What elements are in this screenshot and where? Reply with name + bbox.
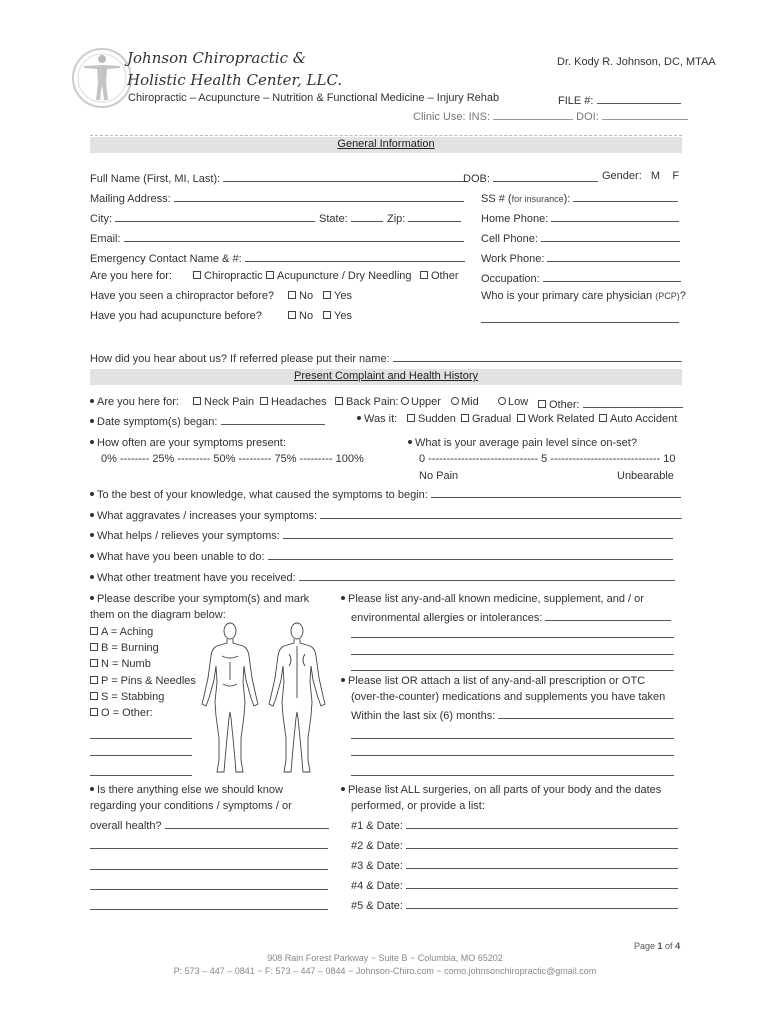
legend-other (90, 707, 153, 719)
checkbox-icon (90, 627, 98, 635)
clinic-logo (70, 46, 134, 110)
page-current: 1 (657, 941, 663, 951)
legend-stabbing (90, 691, 164, 703)
clinic-name-line1: Johnson Chiropractic & (127, 49, 307, 67)
pain-scale[interactable]: 0 ------------------------------ 5 ------------------------------ 10 (419, 453, 676, 465)
doctor-name: Dr. Kody R. Johnson, DC, MTAA (557, 56, 716, 68)
sudden-checkbox[interactable] (407, 413, 456, 425)
chiropractic-checkbox[interactable] (193, 270, 263, 282)
radio-icon (451, 397, 459, 405)
treatment-field[interactable] (90, 569, 675, 584)
checkbox-icon (461, 414, 469, 422)
seen-chiro-yes-checkbox[interactable] (323, 290, 352, 302)
unable-field[interactable] (90, 548, 673, 563)
complaint-here-for (90, 396, 179, 408)
frequency-scale[interactable]: 0% -------- 25% --------- 50% --------- 75% --------- 100% (101, 453, 364, 465)
here-for-label: Are you here for: (90, 270, 172, 282)
footer-address: 908 Rain Forest Parkway ~ Suite B ~ Columbia, MO 65202 (267, 953, 503, 963)
seen-chiropractor-question: Have you seen a chiropractor before? (90, 290, 275, 302)
body-diagram[interactable] (197, 620, 337, 782)
back-pain-checkbox[interactable] (335, 396, 399, 408)
bullet-icon (341, 787, 345, 791)
radio-icon (401, 397, 409, 405)
legend-key: A (101, 626, 108, 638)
email-label: Email: (90, 233, 121, 245)
checkbox-icon (323, 291, 331, 299)
legend-text: = Stabbing (108, 691, 165, 703)
allergies-text-1: Please list any-and-all known medicine, supplement, and / or (348, 593, 644, 605)
checkbox-icon (407, 414, 415, 422)
ss-field[interactable] (481, 190, 678, 205)
general-information-header (90, 137, 682, 153)
bullet-icon (408, 440, 412, 444)
legend-text: = Aching (107, 626, 154, 638)
legend-key: N (101, 658, 109, 670)
checkbox-icon (90, 676, 98, 684)
bullet-icon (90, 419, 94, 423)
checkbox-icon (260, 397, 268, 405)
other-complaint-label: Other: (549, 399, 580, 411)
bullet-icon (90, 513, 94, 517)
anything-else-text-1: Is there anything else we should know (97, 784, 283, 796)
radio-icon (498, 397, 506, 405)
anything-else-line2: regarding your conditions / symptoms / or (90, 800, 292, 812)
full-name-field[interactable] (90, 170, 467, 185)
date-began-label: Date symptom(s) began: (97, 416, 218, 428)
other-label: Other (431, 270, 459, 282)
page-of: of (662, 941, 676, 951)
low-label: Low (508, 396, 529, 408)
yes-label: Yes (334, 310, 352, 322)
surgeries-text-1: Please list ALL surgeries, on all parts of your body and the dates (348, 784, 662, 796)
gender-field[interactable] (602, 170, 679, 182)
sudden-label: Sudden (418, 413, 456, 425)
gradual-label: Gradual (472, 413, 512, 425)
legend-numb (90, 658, 151, 670)
allergies-question-line1 (341, 593, 644, 605)
auto-accident-checkbox[interactable] (599, 413, 677, 425)
pcp-input-line[interactable] (481, 322, 679, 323)
date-began-field[interactable] (90, 413, 325, 428)
work-phone-label: Work Phone: (481, 253, 545, 265)
hear-about-us-field[interactable] (90, 350, 682, 365)
upper-label: Upper (411, 396, 441, 408)
gender-f-option[interactable]: F (672, 170, 680, 182)
body-back-figure[interactable] (269, 623, 325, 772)
mid-radio[interactable] (451, 396, 479, 408)
neck-pain-checkbox[interactable] (193, 396, 254, 408)
otc-field[interactable] (351, 707, 674, 722)
ss-label-end: ): (563, 193, 571, 205)
bullet-icon (357, 416, 361, 420)
was-it-text: Was it: (364, 413, 398, 425)
checkbox-icon (266, 271, 274, 279)
bullet-icon (90, 440, 94, 444)
checkbox-icon (323, 311, 331, 319)
chiropractic-label: Chiropractic (204, 270, 263, 282)
anything-else-line1 (90, 784, 283, 796)
work-related-label: Work Related (528, 413, 595, 425)
hear-about-us-label: How did you hear about us? If referred please put their name: (90, 353, 390, 365)
checkbox-icon (90, 692, 98, 700)
anything-else-line-a[interactable] (90, 848, 328, 849)
city-label: City: (90, 213, 112, 225)
services-line: Chiropractic – Acupuncture – Nutrition & Functional Medicine – Injury Rehab (128, 92, 500, 104)
body-front-figure[interactable] (202, 623, 258, 772)
surgery-2-label: #2 & Date: (351, 840, 403, 852)
describe-symptoms-line2: them on the diagram below: (90, 609, 226, 621)
clinic-name-line2: Holistic Health Center, LLC. (127, 71, 343, 89)
pcp-label: Who is your primary care physician (481, 290, 653, 302)
allergies-line-3[interactable] (351, 670, 674, 671)
pcp-small-label: (PCP) (655, 291, 680, 301)
surgery-1-field[interactable] (351, 817, 678, 832)
allergies-line-2[interactable] (351, 654, 674, 655)
ss-label: SS # ( (481, 193, 512, 205)
work-phone-field[interactable] (481, 250, 680, 265)
aggravates-label: What aggravates / increases your symptoms: (97, 510, 318, 522)
otc-line-3[interactable] (351, 775, 674, 776)
occupation-field[interactable] (481, 270, 681, 285)
surgery-3-field[interactable] (351, 857, 678, 872)
helps-field[interactable] (90, 527, 673, 542)
emergency-contact-label: Emergency Contact Name & #: (90, 253, 242, 265)
legend-key: B (101, 642, 109, 654)
legend-burning (90, 642, 159, 654)
state-label: State: (319, 213, 348, 225)
checkbox-icon (335, 397, 343, 405)
mid-label: Mid (461, 396, 479, 408)
anything-else-line-b[interactable] (90, 869, 328, 870)
allergies-field[interactable] (351, 609, 671, 624)
checkbox-icon (193, 397, 201, 405)
otc-line-1[interactable] (351, 738, 674, 739)
surgery-5-field[interactable] (351, 897, 678, 912)
complaint-history-title: Present Complaint and Health History (293, 370, 479, 382)
cell-phone-label: Cell Phone: (481, 233, 538, 245)
bullet-icon (341, 596, 345, 600)
acupuncture-checkbox[interactable] (266, 270, 412, 282)
pain-level-label: What is your average pain level since on-set? (415, 437, 637, 449)
bullet-icon (90, 596, 94, 600)
bullet-icon (90, 787, 94, 791)
zip-field[interactable] (387, 210, 461, 225)
checkbox-icon (90, 708, 98, 716)
surgery-3-label: #3 & Date: (351, 860, 403, 872)
zip-label: Zip: (387, 213, 406, 225)
other-symptom-line-3[interactable] (90, 775, 192, 776)
surgery-1-label: #1 & Date: (351, 820, 403, 832)
cause-label: To the best of your knowledge, what caused the symptoms to begin: (97, 489, 428, 501)
legend-text: = Pins & Needles (108, 675, 196, 687)
occupation-label: Occupation: (481, 273, 540, 285)
legend-key: P (101, 675, 109, 687)
home-phone-label: Home Phone: (481, 213, 549, 225)
bullet-icon (90, 399, 94, 403)
helps-label: What helps / relieves your symptoms: (97, 530, 280, 542)
full-name-label: Full Name (First, MI, Last): (90, 173, 221, 185)
dob-field[interactable] (463, 170, 598, 185)
bullet-icon (90, 554, 94, 558)
unbearable-label: Unbearable (617, 470, 674, 482)
file-label: FILE #: (558, 95, 594, 107)
pain-level-question (408, 437, 637, 449)
bullet-icon (90, 533, 94, 537)
pcp-label-end: ? (679, 290, 686, 302)
anything-else-text-3: overall health? (90, 820, 162, 832)
surgery-2-field[interactable] (351, 837, 678, 852)
other-reason-checkbox[interactable] (420, 270, 459, 282)
cell-phone-field[interactable] (481, 230, 680, 245)
describe-symptoms-line1 (90, 593, 309, 605)
otc-question-line2: (over-the-counter) medications and supplements you have taken (351, 691, 666, 703)
allergies-line-1[interactable] (351, 637, 674, 638)
legend-pins-needles (90, 675, 196, 687)
other-symptom-line-2[interactable] (90, 755, 192, 756)
mailing-address-label: Mailing Address: (90, 193, 171, 205)
treatment-label: What other treatment have you received: (97, 572, 296, 584)
allergies-text-2: environmental allergies or intolerances: (351, 612, 543, 624)
surgery-4-label: #4 & Date: (351, 880, 403, 892)
yes-label: Yes (334, 290, 352, 302)
dob-label: DOB: (463, 173, 490, 185)
bullet-icon (341, 678, 345, 682)
gradual-checkbox[interactable] (461, 413, 511, 425)
otc-question-line1 (341, 675, 645, 687)
city-field[interactable] (90, 210, 315, 225)
upper-radio[interactable] (401, 396, 441, 408)
otc-text-3: Within the last six (6) months: (351, 710, 496, 722)
auto-accident-label: Auto Accident (610, 413, 678, 425)
otc-text-1: Please list OR attach a list of any-and-all prescription or OTC (348, 675, 646, 687)
headaches-label: Headaches (271, 396, 327, 408)
doi-label: DOI: (576, 111, 599, 123)
state-field[interactable] (319, 210, 383, 225)
clinic-use-field[interactable] (413, 108, 688, 123)
checkbox-icon (288, 291, 296, 299)
anything-else-line-d[interactable] (90, 909, 328, 910)
other-complaint-field[interactable] (538, 396, 683, 411)
ss-small-label: for insurance (511, 194, 564, 204)
surgeries-line1 (341, 784, 661, 796)
otc-line-2[interactable] (351, 755, 674, 756)
low-radio[interactable] (498, 396, 528, 408)
aggravates-field[interactable] (90, 507, 682, 522)
checkbox-icon (538, 400, 546, 408)
surgery-4-field[interactable] (351, 877, 678, 892)
general-information-title: General Information (337, 138, 435, 150)
checkbox-icon (517, 414, 525, 422)
work-related-checkbox[interactable] (517, 413, 594, 425)
seen-chiro-no-checkbox[interactable] (288, 290, 313, 302)
neck-pain-label: Neck Pain (204, 396, 255, 408)
legend-key: S (101, 691, 109, 703)
home-phone-field[interactable] (481, 210, 679, 225)
had-acu-yes-checkbox[interactable] (323, 310, 352, 322)
page-total: 4 (675, 941, 681, 951)
describe-text-1: Please describe your symptom(s) and mark (97, 593, 310, 605)
no-label: No (299, 290, 314, 302)
page-prefix: Page (634, 941, 658, 951)
checkbox-icon (599, 414, 607, 422)
gender-label: Gender: (602, 170, 642, 182)
file-number-field[interactable] (558, 92, 681, 107)
emergency-contact-field[interactable] (90, 250, 465, 265)
legend-aching (90, 626, 153, 638)
no-pain-label: No Pain (419, 470, 459, 482)
anything-else-field[interactable] (90, 817, 329, 832)
acupuncture-label: Acupuncture / Dry Needling (277, 270, 412, 282)
page-number (634, 941, 680, 951)
back-pain-label: Back Pain: (346, 396, 399, 408)
legend-text: = Burning (108, 642, 159, 654)
footer-contact: P: 573 – 447 – 0841 ~ F: 573 – 447 – 0844 ~ Johnson-Chiro.com ~ como.johnsonchiropractic@gmail.com (173, 966, 597, 976)
legend-key: O (101, 707, 110, 719)
legend-text: = Numb (108, 658, 151, 670)
legend-text: = Other: (109, 707, 153, 719)
unable-label: What have you been unable to do: (97, 551, 265, 563)
bullet-icon (90, 492, 94, 496)
complaint-history-header (90, 369, 682, 385)
checkbox-icon (90, 643, 98, 651)
how-often-question (90, 437, 286, 449)
checkbox-icon (288, 311, 296, 319)
anything-else-line-c[interactable] (90, 889, 328, 890)
checkbox-icon (90, 659, 98, 667)
surgeries-line2: performed, or provide a list: (351, 800, 485, 812)
no-label: No (299, 310, 314, 322)
had-acu-no-checkbox[interactable] (288, 310, 313, 322)
cause-field[interactable] (90, 486, 681, 501)
bullet-icon (90, 575, 94, 579)
email-field[interactable] (90, 230, 464, 245)
checkbox-icon (420, 271, 428, 279)
was-it-label (357, 413, 397, 425)
gender-m-option[interactable]: M (650, 170, 661, 182)
surgery-5-label: #5 & Date: (351, 900, 403, 912)
checkbox-icon (193, 271, 201, 279)
how-often-label: How often are your symptoms present: (97, 437, 286, 449)
complaint-here-for-label: Are you here for: (97, 396, 179, 408)
headaches-checkbox[interactable] (260, 396, 327, 408)
mailing-address-field[interactable] (90, 190, 464, 205)
pcp-question (481, 290, 686, 302)
had-acupuncture-question: Have you had acupuncture before? (90, 310, 262, 322)
other-symptom-line-1[interactable] (90, 738, 192, 739)
clinic-use-label: Clinic Use: INS: (413, 111, 491, 123)
